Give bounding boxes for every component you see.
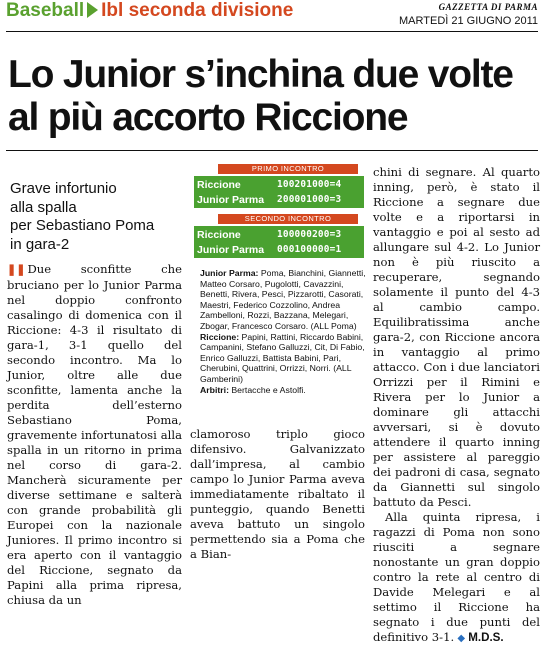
roster-label: Junior Parma: [200, 268, 259, 278]
roster-text: Poma, Bianchini, Giannetti, Matteo Corsaro, Pugolotti, Cavazzini, Benetti, Rivera, Pesci, Pizzarotti, Casorati, Maestri, Federico Cozzolino, Andrea Zambelloni, Rozzi, Bazzana, Melegari, Zbogar, Francesco Corsaro. (ALL Poma) [200, 268, 366, 331]
publication-name: GAZZETTA DI PARMA [438, 2, 538, 12]
headline-rule [6, 150, 538, 151]
article-text: chini di segnare. Al quarto inning, però, è stato il Riccione a segnare due volte e a riportarsi in vantaggio e poi al sesto ad allungare sul 4-2. Lo Junior non è più riuscito a recuperare, segnando solamente il punto del 4-3 al cambio campo. Equilibratissima anche gara-2, con Riccione ancora in vantaggio al primo attacco. Con i due lanciatori Orrizzi per il Rimini e Rivera per lo Junior a dominare gli attacchi avversari, si è dovuto attendere il quarto inning per assistere al pareggio dei padroni di casa, segnato da Giannetti sul singolo battuto da Pesci. [373, 165, 540, 509]
headline-line-2: al più accorto Riccione [8, 96, 408, 139]
roster-label: Arbitri: [200, 384, 229, 395]
scoreboard-title: PRIMO INCONTRO [218, 164, 358, 174]
issue-date: MARTEDÌ 21 GIUGNO 2011 [399, 15, 538, 27]
score-row [197, 228, 361, 242]
headline [8, 53, 538, 139]
roster-label: Riccione: [200, 331, 240, 342]
roster-box [200, 268, 368, 395]
article-text: Alla quinta ripresa, i ragazzi di Poma non sono riusciti a segnare nonostante un gran doppio contro la rete al centro di Davide Melegari e al settimo il Riccione ha segnato i due punti del definitivo 3-1. [373, 510, 540, 644]
article-column-1 [7, 262, 182, 608]
article-column-3 [373, 165, 540, 646]
headline-line-1: Lo Junior s’inchina due volte [8, 53, 513, 96]
score-row [197, 193, 361, 207]
author-signature: M.D.S. [468, 631, 504, 644]
article-text: Due sconfitte che bruciano per lo Junior Parma nel doppio confronto casalingo di domenica con il Riccione: 4-3 il risultato di gara-1, 3-1 quello del secondo incontro. Ma lo Junior, oltre alle due sconfitte, lamenta anche la perdita dell’esterno Sebastiano Poma, gravemente infortunatosi alla spalla in un ritorno in prima nel corso di gara-2. Mancherà sicuramente per diverse settimane e salterà con grande probabilità gli Europei con la nazionale Juniores. Il primo incontro si era aperto con il vantaggio del Riccione, segnato da Papini alla prima ripresa, chiusa da un [7, 262, 182, 607]
team-name: Riccione [197, 229, 241, 241]
scoreboard [194, 226, 364, 258]
score-row [197, 178, 361, 192]
section-label: Baseball [6, 0, 85, 21]
subheadline-line: per Sebastiano Poma [10, 217, 155, 234]
roster-parma [200, 268, 368, 332]
subheadline [10, 180, 165, 254]
league-label: Ibl seconda divisione [101, 0, 294, 21]
inning-scores: 000100000=1 [277, 244, 342, 255]
article-column-2 [190, 427, 365, 562]
subheadline-line: in gara-2 [10, 235, 70, 253]
inning-scores: 100201000=4 [277, 179, 342, 190]
team-name: Riccione [197, 179, 241, 191]
diamond-icon: ◆ [454, 633, 469, 644]
inning-scores: 200001000=3 [277, 194, 342, 205]
section-kicker [6, 0, 293, 22]
roster-umpires [200, 385, 368, 396]
roster-text: Bertacche e Astolfi. [231, 384, 306, 395]
scoreboard [194, 176, 364, 208]
header-rule [6, 31, 538, 32]
inning-scores: 100000200=3 [277, 229, 342, 240]
score-row [197, 243, 361, 257]
scoreboard-title: SECONDO INCONTRO [218, 214, 358, 224]
roster-text: Papini, Rattini, Riccardo Babini, Campanini, Stefano Galluzzi, Cit, Di Fabio, Enrico Galluzzi, Battista Babini, Pari, Cherubini, Quattrini, Orrizzi, Norri. (ALL Gamberini) [200, 331, 365, 384]
team-name: Junior Parma [197, 194, 265, 206]
triangle-arrow-icon [87, 2, 98, 18]
subheadline-line: alla spalla [10, 198, 77, 216]
subheadline-line: Grave infortunio [10, 180, 117, 197]
paragraph-mark-icon: ❚❚ [7, 264, 26, 276]
team-name: Junior Parma [197, 244, 265, 256]
roster-riccione [200, 332, 368, 385]
article-text: clamoroso triplo gioco difensivo. Galvanizzato dall’impresa, al cambio campo lo Junior Parma aveva immediatamente ribaltato il punteggio, quando Benetti aveva battuto un singolo permettendo sia a Poma che a Bian- [190, 427, 365, 561]
